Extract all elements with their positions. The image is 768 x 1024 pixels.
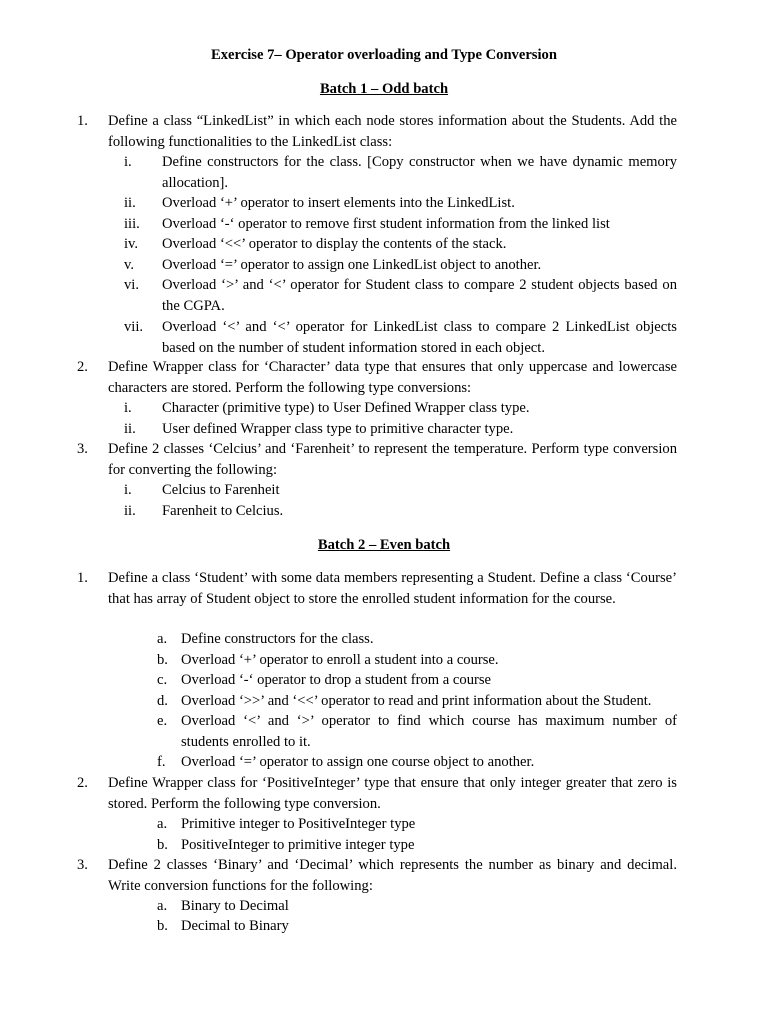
question-number: 2. — [77, 359, 88, 375]
list-item-text: Overload ‘<<’ operator to display the contents of the stack. — [162, 236, 507, 252]
question-number: 3. — [77, 857, 88, 873]
list-item — [124, 501, 677, 522]
question-number: 2. — [77, 775, 88, 791]
list-marker: a. — [157, 631, 168, 647]
list-item-text: Overload ‘>>’ and ‘<<’ operator to read and print information about the Student. — [181, 693, 652, 709]
list-item-text: Decimal to Binary — [181, 918, 289, 934]
question-text: Define 2 classes ‘Celcius’ and ‘Farenheit’ to represent the temperature. Perform type conversion for converting the following: — [108, 441, 677, 478]
list-item — [157, 916, 677, 937]
list-item-text: Overload ‘<’ and ‘<’ operator for LinkedList class to compare 2 LinkedList objects based on the number of student information stored in each object. — [162, 319, 677, 356]
list-item-text: PositiveInteger to primitive integer type — [181, 837, 415, 853]
list-marker: i. — [124, 482, 132, 498]
batch-1-heading: Batch 1 – Odd batch — [319, 81, 449, 97]
question-number: 1. — [77, 570, 88, 586]
question-text: Define a class “LinkedList” in which each node stores information about the Students. Add the following functionalities to the LinkedList class: — [108, 113, 677, 150]
list-item — [124, 234, 677, 255]
list-item-text: Character (primitive type) to User Defined Wrapper class type. — [162, 400, 530, 416]
list-item — [157, 691, 677, 712]
batch-2-question-3 — [77, 855, 677, 896]
list-item-text: Define constructors for the class. [Copy constructor when we have dynamic memory allocation]. — [162, 154, 677, 191]
list-marker: b. — [157, 837, 168, 853]
list-marker: ii. — [124, 503, 136, 519]
list-marker: vi. — [124, 277, 139, 293]
list-marker: c. — [157, 672, 168, 688]
question-number: 1. — [77, 113, 88, 129]
batch-1-question-2 — [77, 357, 677, 398]
question-text: Define Wrapper class for ‘Character’ data type that ensures that only uppercase and lowercase characters are stored. Perform the following type conversions: — [108, 359, 677, 396]
list-item-text: Celcius to Farenheit — [162, 482, 280, 498]
batch-2-question-2 — [77, 773, 677, 814]
exercise-title: Exercise 7– Operator overloading and Type Conversion — [211, 47, 557, 63]
list-item — [124, 152, 677, 193]
list-marker: ii. — [124, 421, 136, 437]
list-item-text: Define constructors for the class. — [181, 631, 374, 647]
list-item-text: Farenheit to Celcius. — [162, 503, 284, 519]
list-marker: b. — [157, 918, 168, 934]
list-item — [124, 255, 677, 276]
list-marker: a. — [157, 816, 168, 832]
list-marker: iii. — [124, 216, 140, 232]
list-item — [157, 814, 677, 835]
list-item — [124, 317, 677, 358]
list-item-text: Primitive integer to PositiveInteger type — [181, 816, 416, 832]
list-item — [124, 214, 677, 235]
list-marker: i. — [124, 154, 132, 170]
list-item — [157, 629, 677, 650]
list-item-text: Overload ‘-‘ operator to drop a student from a course — [181, 672, 492, 688]
list-item — [157, 650, 677, 671]
list-marker: iv. — [124, 236, 139, 252]
list-item-text: Overload ‘+’ operator to enroll a student into a course. — [181, 652, 499, 668]
batch-1-question-3 — [77, 439, 677, 480]
question-number: 3. — [77, 441, 88, 457]
list-item — [157, 752, 677, 773]
list-marker: b. — [157, 652, 168, 668]
list-item — [157, 835, 677, 856]
question-text: Define a class ‘Student’ with some data members representing a Student. Define a class ‘Course’ that has array of Student object to store the enrolled student information for the course. — [108, 570, 677, 607]
batch-1-question-1 — [77, 111, 677, 152]
list-marker: e. — [157, 713, 168, 729]
question-text: Define 2 classes ‘Binary’ and ‘Decimal’ which represents the number as binary and decimal. Write conversion functions for the following: — [108, 857, 677, 894]
list-item — [124, 193, 677, 214]
list-item-text: Overload ‘-‘ operator to remove first student information from the linked list — [162, 216, 610, 232]
list-marker: i. — [124, 400, 132, 416]
batch-2-heading: Batch 2 – Even batch — [317, 537, 451, 553]
list-marker: d. — [157, 693, 168, 709]
list-item-text: Overload ‘=’ operator to assign one course object to another. — [181, 754, 535, 770]
list-marker: ii. — [124, 195, 136, 211]
list-item — [124, 480, 677, 501]
list-item — [124, 398, 677, 419]
list-item-text: Binary to Decimal — [181, 898, 289, 914]
list-marker: vii. — [124, 319, 144, 335]
list-item — [157, 670, 677, 691]
list-item — [124, 275, 677, 316]
list-item — [157, 896, 677, 917]
list-marker: f. — [157, 754, 166, 770]
list-item-text: Overload ‘+’ operator to insert elements into the LinkedList. — [162, 195, 515, 211]
list-marker: v. — [124, 257, 134, 273]
list-item-text: User defined Wrapper class type to primitive character type. — [162, 421, 514, 437]
list-item-text: Overload ‘=’ operator to assign one LinkedList object to another. — [162, 257, 542, 273]
question-text: Define Wrapper class for ‘PositiveInteger’ type that ensure that only integer greater that zero is stored. Perform the following type conversion. — [108, 775, 677, 812]
batch-2-question-1 — [77, 568, 677, 609]
list-item — [124, 419, 677, 440]
list-item-text: Overload ‘<’ and ‘>’ operator to find which course has maximum number of students enrolled to it. — [181, 713, 677, 750]
list-marker: a. — [157, 898, 168, 914]
list-item — [157, 711, 677, 752]
list-item-text: Overload ‘>’ and ‘<’ operator for Student class to compare 2 student objects based on the CGPA. — [162, 277, 677, 314]
